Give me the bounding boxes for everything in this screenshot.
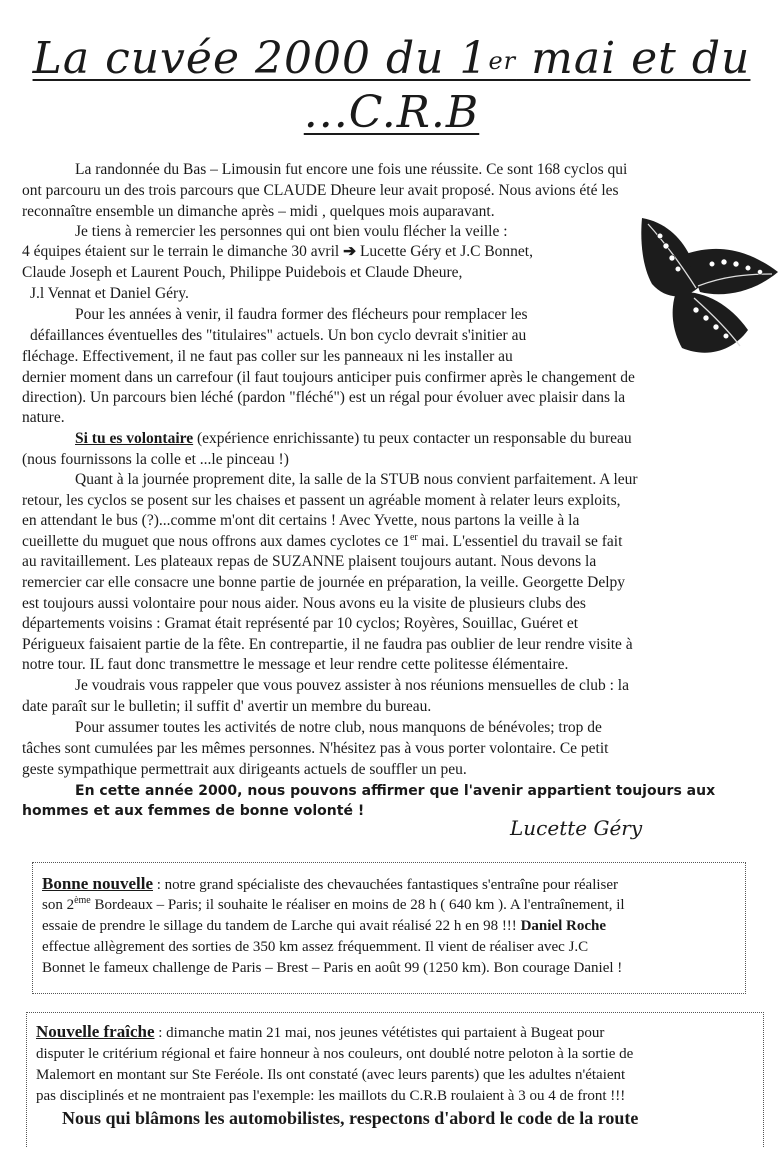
article-line: ont parcouru un des trois parcours que CLAUDE Dheure leur avait proposé. Nous avions été les xyxy=(22,182,619,199)
article-line: reconnaître ensemble un dimanche après – midi , quelques mois auparavant. xyxy=(22,203,495,220)
box2-closing-bold: Nous qui blâmons les automobilistes, respectons d'abord le code de la route xyxy=(62,1108,639,1128)
box2-line: pas disciplinés et ne montraient pas l'exemple: les maillots du C.R.B roulaient à 3 ou 4 de front !!! xyxy=(36,1088,626,1104)
article-line: remercier car elle consacre une bonne partie de journée en préparation, la veille. Georgette Delpy xyxy=(22,574,626,591)
bonne-nouvelle-heading: Bonne nouvelle xyxy=(42,874,153,893)
article-line: geste sympathique permettrait aux dirigeants actuels de souffler un peu. xyxy=(22,761,467,778)
article-line xyxy=(22,242,533,262)
article-line: Quant à la journée proprement dite, la salle de la STUB nous convient parfaitement. A leur xyxy=(75,471,638,488)
article-line: est toujours aussi volontaire pour nous aider. Nous avons eu la visite de plusieurs clubs des xyxy=(22,595,586,612)
article-text: Lucette Géry et J.C Bonnet, xyxy=(356,243,533,260)
article-line: notre tour. IL faut donc transmettre le message et leur rendre cette politesse élémentaire. xyxy=(22,656,569,673)
page-title-line-2 xyxy=(0,88,783,138)
superscript: ème xyxy=(74,895,91,906)
article-line: direction). Un parcours bien léché (pardon "fléché") est un régal pour évoluer avec plaisir dans la xyxy=(22,389,626,406)
box1-text: essaie de prendre le sillage du tandem de Larche qui avait réalisé 22 h en 98 !!! xyxy=(42,918,521,934)
article-closing-bold: hommes et aux femmes de bonne volonté ! xyxy=(22,803,365,819)
article-line xyxy=(75,429,632,449)
article-line: date paraît sur le bulletin; il suffit d' avertir un membre du bureau. xyxy=(22,698,432,715)
article-text: mai. L'essentiel du travail se fait xyxy=(417,533,623,550)
article-line: en attendant le bus (?)...comme m'ont dit certains ! Avec Yvette, nous partons la veille à la xyxy=(22,512,580,529)
article-line: Pour assumer toutes les activités de notre club, nous manquons de bénévoles; trop de xyxy=(75,719,602,736)
box2-text: : dimanche matin 21 mai, nos jeunes vététistes qui partaient à Bugeat pour xyxy=(154,1025,605,1041)
article-line: dernier moment dans un carrefour (il faut toujours anticiper puis confirmer après le changement de xyxy=(22,369,635,386)
page-title-line-1 xyxy=(0,34,783,84)
article-line: fléchage. Effectivement, il ne faut pas coller sur les panneaux ni les installer au xyxy=(22,348,513,365)
title-superscript: er xyxy=(488,47,517,75)
article-closing-bold: En cette année 2000, nous pouvons affirmer que l'avenir appartient toujours aux xyxy=(75,783,716,799)
box1-text: : notre grand spécialiste des chevauchées fantastiques s'entraîne pour réaliser xyxy=(153,877,619,893)
article-line: J.l Vennat et Daniel Géry. xyxy=(30,285,189,302)
title-crb: ...C.R.B xyxy=(303,87,480,138)
article-line: défaillances éventuelles des "titulaires" actuels. Un bon cyclo devrait s'initier au xyxy=(30,327,527,344)
box1-bold-name: Daniel Roche xyxy=(520,918,606,934)
article-text: cueillette du muguet que nous offrons aux dames cyclotes ce 1 xyxy=(22,533,410,550)
box2-line xyxy=(36,1022,604,1043)
lily-of-the-valley-illustration xyxy=(636,214,782,360)
article-line: au ravitaillement. Les plateaux repas de SUZANNE plaisent toujours autant. Nous devons la xyxy=(22,553,597,570)
article-line: tâches sont cumulées par les mêmes personnes. N'hésitez pas à vous porter volontaire. Ce petit xyxy=(22,740,609,757)
box1-line: Bonnet le fameux challenge de Paris – Brest – Paris en août 99 (1250 km). Bon courage Daniel ! xyxy=(42,960,623,976)
superscript: er xyxy=(409,531,418,543)
article-line: Je voudrais vous rappeler que vous pouvez assister à nos réunions mensuelles de club : la xyxy=(75,677,629,694)
volunteer-heading: Si tu es volontaire xyxy=(75,430,194,447)
article-line: La randonnée du Bas – Limousin fut encore une fois une réussite. Ce sont 168 cyclos qui xyxy=(75,161,628,178)
box1-text: son 2 xyxy=(42,897,75,913)
title-text: La cuvée 2000 du 1 xyxy=(32,33,489,84)
signature: Lucette Géry xyxy=(510,816,643,840)
article-line: Je tiens à remercier les personnes qui ont bien voulu flécher la veille : xyxy=(75,223,508,240)
box1-line: effectue allègrement des sorties de 350 km assez fréquemment. Il vient de réaliser avec J.C xyxy=(42,939,589,955)
box2-line: disputer le critérium régional et faire honneur à nos couleurs, ont doublé notre peloton à la sortie de xyxy=(36,1046,634,1062)
box2-line: Malemort en montant sur Ste Feréole. Ils ont constaté (avec leurs parents) que les adultes n'étaient xyxy=(36,1067,626,1083)
arrow-icon: ➔ xyxy=(343,243,357,260)
article-text: 4 équipes étaient sur le terrain le dimanche 30 avril xyxy=(22,243,340,260)
box1-line xyxy=(42,874,618,895)
article-line: (nous fournissons la colle et ...le pinceau !) xyxy=(22,451,289,468)
article-line: Périgueux faisaient partie de la fête. En contrepartie, il ne faudra pas oublier de leur rendre visite à xyxy=(22,636,633,653)
article-line: nature. xyxy=(22,409,65,426)
title-text-end: mai et du xyxy=(516,33,751,84)
box1-line xyxy=(42,916,606,936)
article-line: départements voisins : Gramat était représenté par 10 cyclos; Royères, Souillac, Guéret et xyxy=(22,615,579,632)
nouvelle-fraiche-heading: Nouvelle fraîche xyxy=(36,1022,155,1041)
article-line: retour, les cyclos se posent sur les chaises et passent un agréable moment à relater leurs exploits, xyxy=(22,492,621,509)
article-text: (expérience enrichissante) tu peux contacter un responsable du bureau xyxy=(193,430,632,447)
article-line: Pour les années à venir, il faudra former des flécheurs pour remplacer les xyxy=(75,306,528,323)
article-line: Claude Joseph et Laurent Pouch, Philippe Puidebois et Claude Dheure, xyxy=(22,264,463,281)
box1-line xyxy=(42,895,625,915)
box1-text: Bordeaux – Paris; il souhaite le réaliser en moins de 28 h ( 640 km ). A l'entraînement, il xyxy=(90,897,625,913)
article-line xyxy=(22,532,622,552)
